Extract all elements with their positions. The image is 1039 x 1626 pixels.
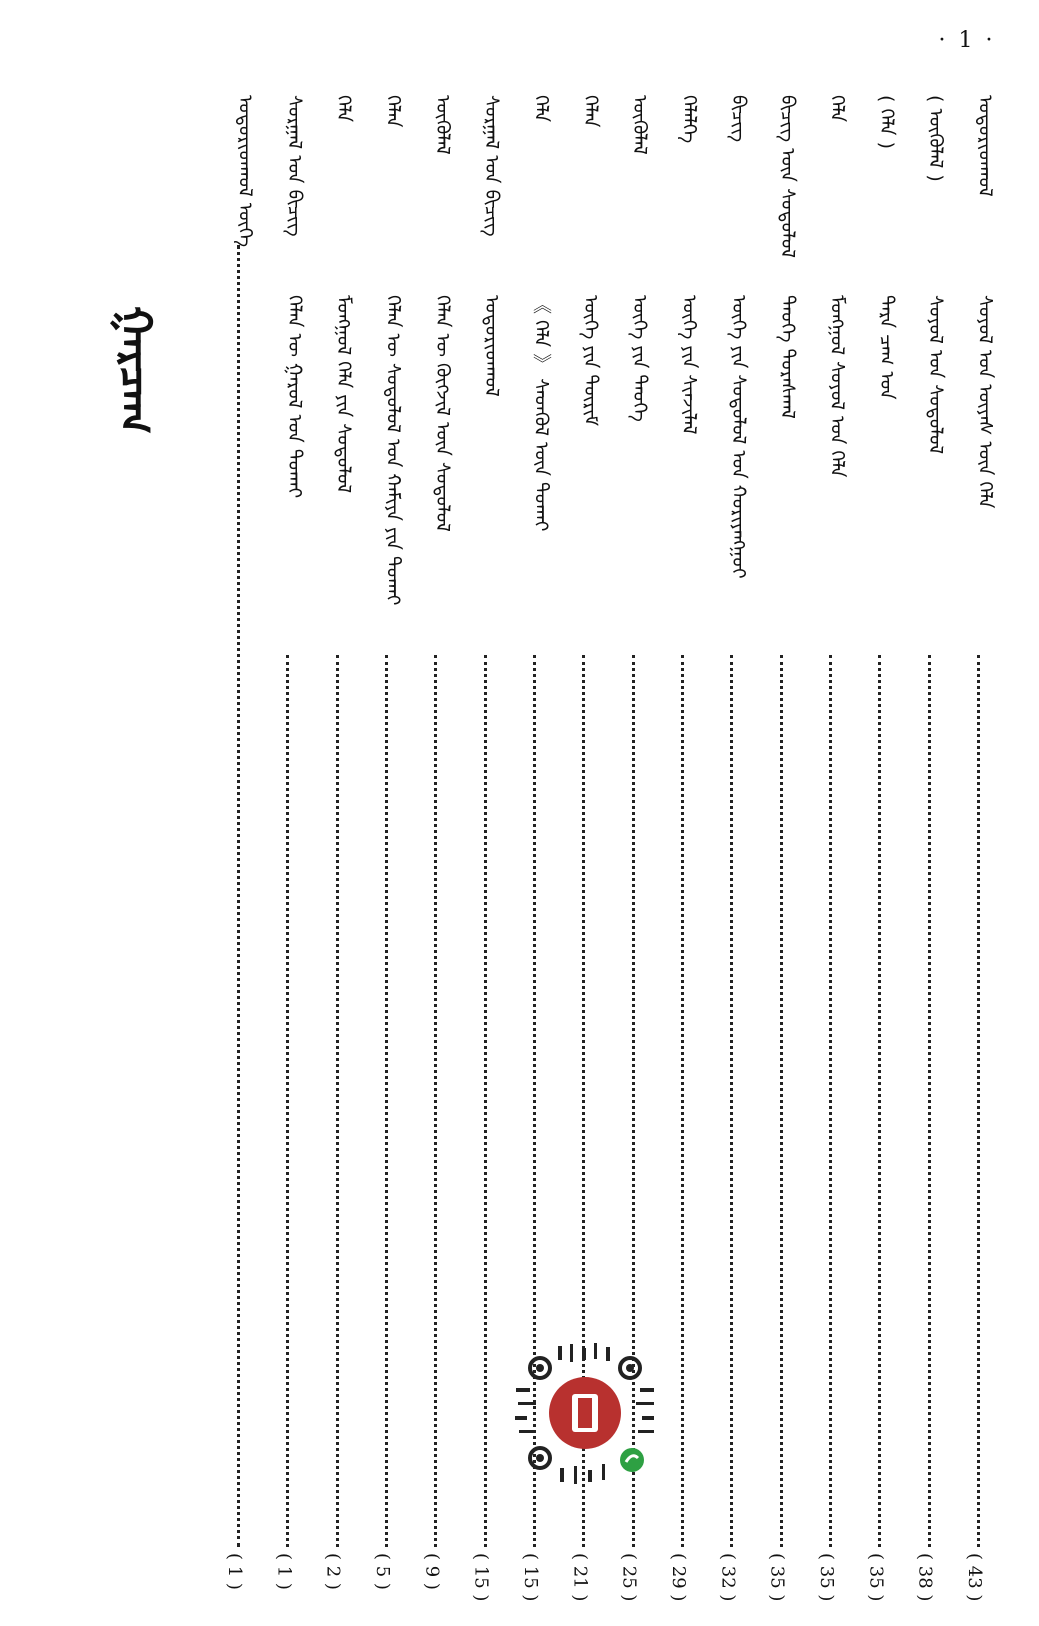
toc-entry-label: ᠬᠡᠯᠡ [332, 95, 355, 123]
toc-entry [309, 95, 355, 1605]
toc-entry-text [963, 95, 996, 1605]
toc-entry [407, 95, 454, 1605]
toc-page-number: ( 25 ) [618, 1553, 640, 1602]
toc-entry [901, 95, 947, 1605]
toc-entry-label: ( ᠬᠡᠯᠡ ) [875, 95, 898, 149]
toc-entry-label: ᠪᠢᠴᠢᠭ ᠦᠨ ᠰᠤᠳᠤᠯᠤᠯ [776, 95, 799, 258]
toc-entry-text [914, 95, 947, 1605]
toc-entry-title: ᠰᠤᠶᠤᠯ ᠤᠨ ᠦᠶᠡᠰ ᠦᠨ ᠬᠡᠯᠡ [973, 295, 996, 509]
toc-page-number: ( 43 ) [963, 1553, 985, 1602]
toc-entry [950, 95, 996, 1605]
toc-entry-label: ᠦᠭᠦᠯᠡᠯ [431, 95, 454, 155]
toc-entry-label: ᠦᠭᠦᠯᠡᠯ [628, 95, 651, 155]
toc-entry-label: ᠬᠡᠯᠡ [529, 95, 552, 123]
dot-leader [385, 655, 388, 1547]
toc-entry-title: ᠦᠭᠡ ᠶᠢᠨ ᠰᠢᠨᠵᠢᠯᠡᠯ [677, 295, 700, 435]
toc-entry-title: ᠰᠤᠶᠤᠯ ᠤᠨ ᠰᠤᠳᠤᠯᠤᠯ [924, 295, 947, 455]
toc-entry-label: ᠪᠢᠴᠢᠭ [727, 95, 750, 143]
toc-entry-title: ᠦᠭᠡ ᠶᠢᠨ ᠲᠡᠦᠬᠡ [628, 295, 651, 422]
dot-leader [336, 655, 339, 1547]
toc-entry-title: 《 ᠬᠡᠯᠡ 》 ᠰᠡᠳᠭᠦᠯ ᠦᠨ ᠲᠤᠬᠠᠢ [529, 295, 552, 532]
toc-entry-title: ᠬᠡᠯᠡᠨ ᠦ ᠬᠥᠭᠵᠢᠯ ᠦᠨ ᠰᠤᠳᠤᠯᠤᠯ [431, 295, 454, 532]
toc-entry-text [865, 95, 898, 1605]
page-title: ᠭᠠᠷᠴᠠᠭ [109, 305, 161, 435]
toc-entry-title: ᠦᠭᠡ ᠶᠢᠨ ᠰᠤᠳᠤᠯᠤᠯ ᠤᠨ ᠬᠤᠷᠢᠶᠠᠩᠭᠤᠢ [727, 295, 750, 579]
toc-entry-label: ᠤᠳᠤᠷᠢᠳᠬᠤᠯ [973, 95, 996, 197]
toc-entry-text [322, 95, 355, 1605]
toc-page-number: ( 35 ) [766, 1553, 788, 1602]
toc-page-number: ( 5 ) [371, 1553, 393, 1590]
dot-leader [977, 655, 980, 1547]
qr-code-icon [510, 1338, 660, 1488]
toc-entry-title: ᠲᠡᠷᠡ ᠴᠠᠭ ᠤᠨ [875, 295, 898, 400]
dot-leader [878, 655, 881, 1547]
toc-entry-label: ᠬᠡᠯᠡ [825, 95, 848, 123]
toc-entry-title: ᠮᠣᠩᠭᠣᠯ ᠰᠤᠶᠤᠯ ᠤᠨ ᠬᠡᠯᠡ [825, 295, 848, 478]
toc-entry-text [273, 95, 306, 1605]
toc-page-number: ( 1 ) [224, 1553, 245, 1590]
dot-leader [434, 655, 437, 1547]
toc-entry [703, 95, 750, 1605]
toc-page-number: ( 35 ) [815, 1553, 837, 1602]
toc-entry [753, 95, 799, 1605]
dot-leader [928, 655, 931, 1547]
dot-leader [484, 655, 487, 1547]
toc-entry-text [470, 95, 503, 1605]
toc-page-number: ( 15 ) [470, 1553, 492, 1602]
page-number: · 1 · [938, 28, 996, 53]
toc-entry [851, 95, 898, 1605]
dot-leader [237, 245, 240, 1547]
toc-entry-text [815, 95, 848, 1605]
toc-entry [802, 95, 848, 1605]
toc-entry-label: ( ᠦᠭᠦᠯᠡᠯ ) [924, 95, 947, 182]
toc-page-number: ( 9 ) [421, 1553, 443, 1590]
toc-entry-text [371, 95, 404, 1605]
toc-entry [259, 95, 306, 1605]
toc-page-number: ( 2 ) [322, 1553, 344, 1590]
toc-entry-text [667, 95, 700, 1605]
dot-leader [780, 655, 783, 1547]
dot-leader [730, 655, 733, 1547]
toc-page-number: ( 21 ) [569, 1553, 591, 1602]
toc-entry-title: ᠤᠳᠤᠷᠢᠳᠬᠤᠯ [480, 295, 503, 397]
toc-entry [210, 95, 256, 1605]
toc-entry-label: ᠰᠤᠷᠭᠠᠯ ᠤᠨ ᠪᠢᠴᠢᠭ [480, 95, 503, 237]
dot-leader [286, 655, 289, 1547]
toc-entry-title: ᠬᠡᠯᠡᠨ ᠦ ᠭᠠᠷᠤᠯ ᠤᠨ ᠲᠤᠬᠠᠢ [283, 295, 306, 499]
toc-entry-text [766, 95, 799, 1605]
toc-entry-text [717, 95, 750, 1605]
toc-entry-label: ᠤᠳᠤᠷᠢᠳᠬᠤᠯ ᠦᠭᠡ [234, 95, 256, 248]
toc-entry [358, 95, 404, 1605]
dot-leader [681, 655, 684, 1547]
toc-entry-text [421, 95, 454, 1605]
toc-entry-label: ᠬᠡᠯᠡᠯᠭᠡ [677, 95, 700, 144]
toc-entry-label: ᠬᠡᠯᠡᠨ [579, 95, 602, 128]
toc-entry [457, 95, 503, 1605]
dot-leader [829, 655, 832, 1547]
toc-entry-text [224, 95, 256, 1605]
toc-entry-label: ᠬᠡᠯᠡᠨ [381, 95, 404, 128]
toc-page-number: ( 29 ) [667, 1553, 689, 1602]
toc-entry-title: ᠲᠡᠦᠬᠡ ᠳᠤᠷᠠᠰᠬᠠᠯ [776, 295, 799, 419]
toc-entry-title: ᠮᠣᠩᠭᠣᠯ ᠬᠡᠯᠡ ᠶᠢᠨ ᠰᠤᠳᠤᠯᠤᠯ [332, 295, 355, 494]
toc-page-number: ( 38 ) [914, 1553, 936, 1602]
toc-entry-label: ᠰᠤᠷᠭᠠᠯ ᠤᠨ ᠪᠢᠴᠢᠭ [283, 95, 306, 237]
toc-page-number: ( 1 ) [273, 1553, 295, 1590]
toc-entry-title: ᠬᠡᠯᠡᠨ ᠦ ᠰᠤᠳᠤᠯᠤᠯ ᠤᠨ ᠬᠠᠮᠢᠶᠠ ᠶᠢᠨ ᠲᠤᠬᠠᠢ [381, 295, 404, 606]
toc-page-number: ( 15 ) [519, 1553, 541, 1602]
toc-page-number: ( 35 ) [865, 1553, 887, 1602]
toc-entry-title: ᠦᠭᠡ ᠶᠢᠨ ᠳᠦᠷᠢᠮ [579, 295, 602, 426]
toc-page-number: ( 32 ) [717, 1553, 739, 1602]
